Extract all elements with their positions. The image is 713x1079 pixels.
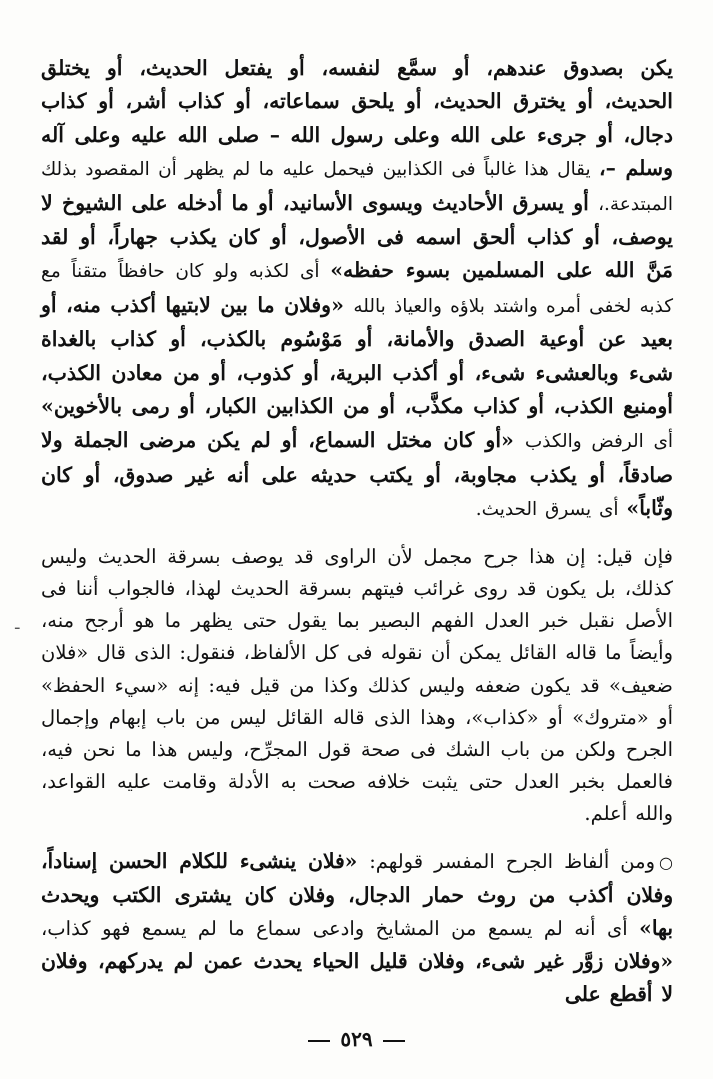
page-footer [0, 1027, 713, 1051]
text-segment: أى يسرق الحديث. [475, 499, 627, 521]
text-segment: أى لكذبه ولو كان حافظاً متقناً مع كذبه لخفى أمره واشتد بلاؤه والعياذ بالله [41, 261, 673, 317]
circle-bullet-icon: ○ [659, 852, 673, 872]
text-segment: أو يسرق الأحاديث ويسوى الأسانيد، أو ما أدخله على الشيوخ لا يوصف، أو كذاب ألحق اسمه فى الأصول، أو كان يكذب جهاراً، أو لقد مَنَّ الله على المسلمين بسوء حفظه» [41, 190, 673, 283]
paragraph-objection-answer [41, 541, 673, 831]
page-number: ٥٢٩ [340, 1027, 373, 1051]
paragraph-jarh-terms [41, 52, 673, 527]
text-segment: «أو كان مختل السماع، أو لم يكن مرضى الجملة ولا صادقاً، أو يكذب مجاوبة، أو يكتب حديثه على أنه غير صدوق، أو كان وثّاباً» [41, 428, 673, 521]
dash-left-icon [383, 1040, 405, 1042]
text-segment: «فلان ينشىء للكلام الحسن إسناداً، وفلان أكذب من روث حمار الدجال، وفلان كان يشترى الكتب ويحدث بها» [41, 848, 673, 940]
margin-mark: - [14, 617, 21, 638]
dash-right-icon [308, 1040, 330, 1042]
text-segment: أى الرفض والكذب [524, 431, 673, 453]
text-column [41, 52, 673, 1012]
text-segment: «وفلان زوَّر غير شىء، وفلان قليل الحياء يحدث عمن لم يدركهم، وفلان لا أقطع على [41, 949, 673, 1007]
text-segment: أى أنه لم يسمع من المشايخ وادعى سماع ما لم يسمع فهو كذاب، [41, 916, 640, 940]
paragraph-mufassar-terms [41, 845, 673, 1012]
text-segment: فإن قيل: إن هذا جرح مجمل لأن الراوى قد يوصف بسرقة الحديث وليس كذلك، بل يكون قد روى غرائب فيتهم بسرقة الحديث لهذا، فالجواب أننا فى الأصل نقبل خبر العدل الفهم البصير بما يقول حتى يظهر ما هو أرجح منه، وأيضاً ما قاله القائل يمكن أن نقوله فى كل الألفاظ، فنقول: الذى قال «فلان ضعيف» قد يكون ضعفه وليس كذلك وكذا من قيل فيه: إنه «سيء الحفظ» أو «متروك» أو «كذاب»، وهذا الذى قاله القائل ليس من باب إبهام وإجمال الجرح ولكن من باب الشك فى صحة قول المجرِّح، وليس هذا ما نحن فيه، فالعمل بخبر العدل حتى يثبت خلافه صحت به الأدلة وقامت عليه القواعد، والله أعلم. [41, 544, 673, 826]
text-segment: ومن ألفاظ الجرح المفسر قولهم: [369, 849, 656, 873]
text-segment: يقال هذا غالباً فى الكذابين فيحمل عليه ما لم يظهر أن المقصود بذلك المبتدعة.، [41, 159, 673, 215]
text-segment: يكن بصدوق عندهم، أو سمَّع لنفسه، أو يفتعل الحديث، أو يختلق الحديث، أو يخترق الحديث، أو يلحق سماعاته، أو كذاب أشر، أو كذاب دجال، أو جرىء على الله وعلى رسول الله – صلى الله عليه وعلى آله وسلم –، [41, 56, 673, 181]
text-segment: «وفلان ما بين لابتيها أكذب منه، أو بعيد عن أوعية الصدق والأمانة، أو مَوْسُوم بالكذب، أو كذاب بالغداة شىء وبالعشىء شىء، أو أكذب البرية، أو كذوب، أو من معادن الكذب، أومنبع الكذب، أو كذاب مكذَّب، أو من الكذابين الكبار، أو رمى بالأخوين» [41, 292, 673, 419]
